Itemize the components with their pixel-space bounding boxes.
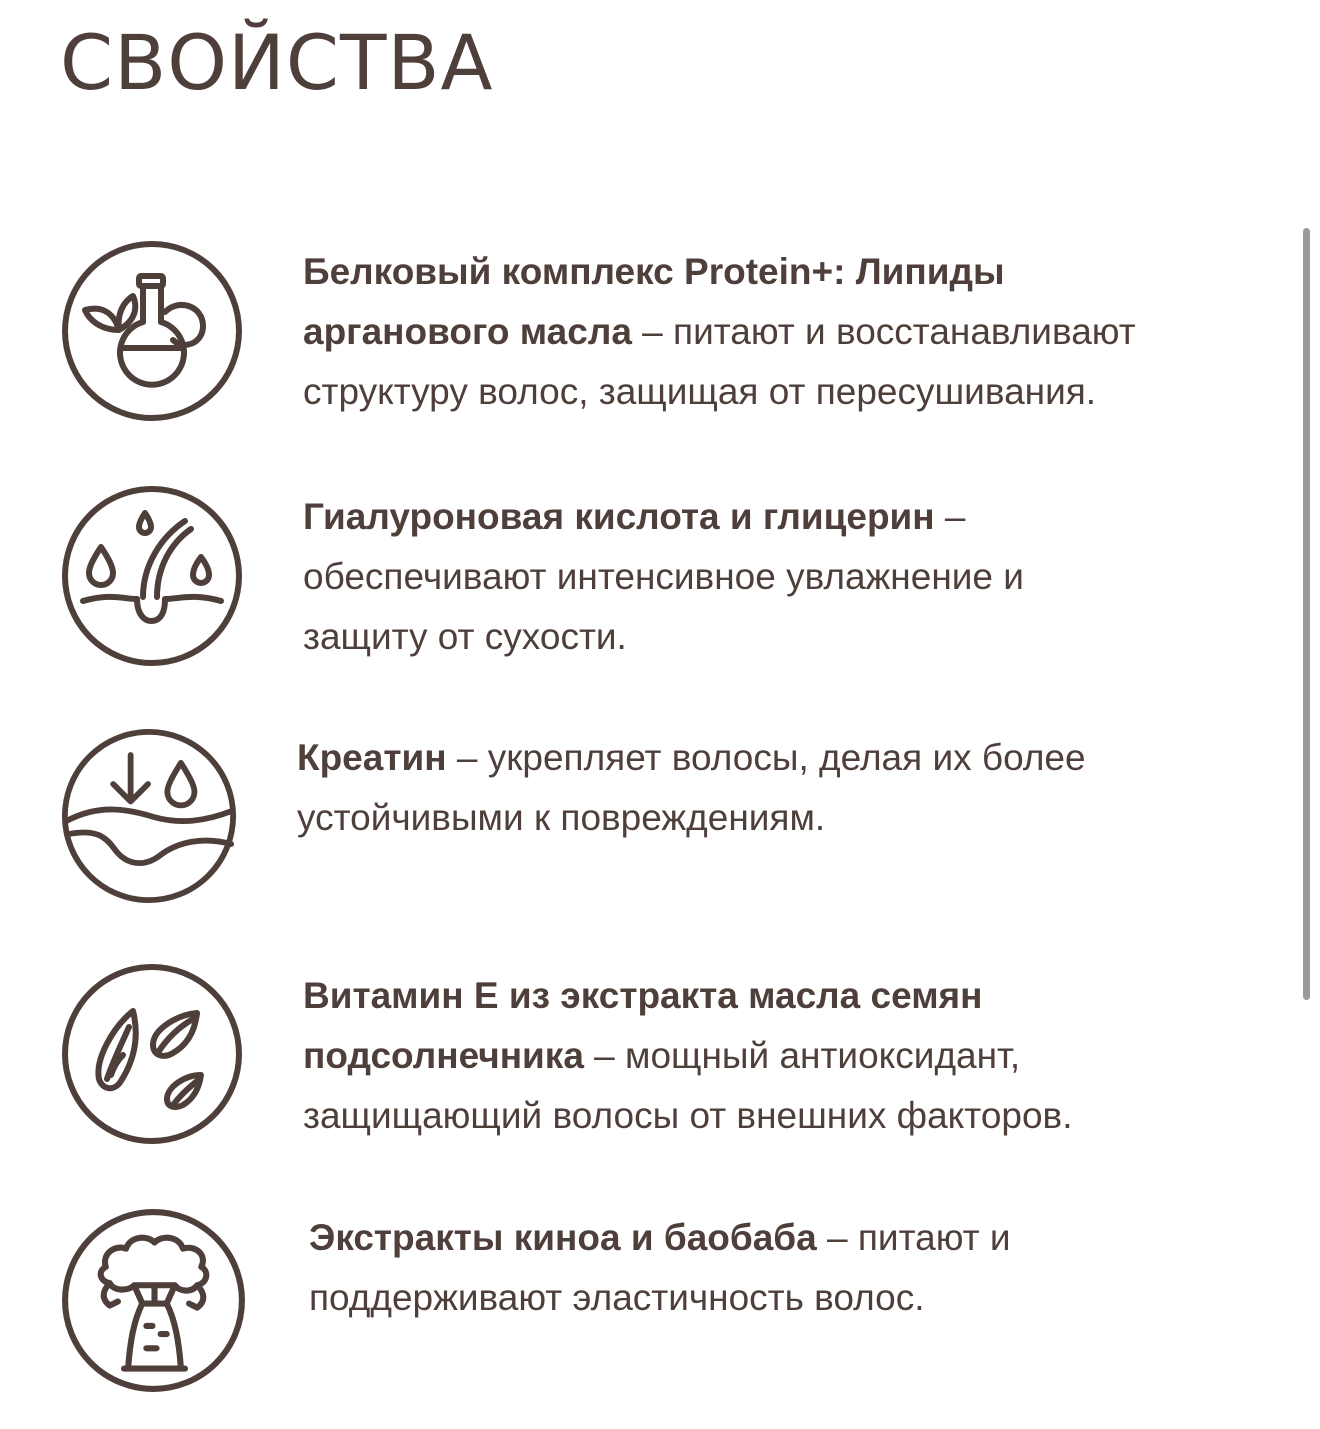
arrow-drop-waves-icon [61,728,237,904]
property-description: – мощный антиоксидант, [583,1035,1021,1076]
property-description: поддерживают эластичность волос. [309,1277,925,1318]
property-description: обеспечивают интенсивное увлажнение и [303,556,1024,597]
seeds-icon [61,963,243,1145]
property-description: – питают и [816,1217,1011,1258]
property-description: – укрепляет волосы, делая их более [446,737,1086,778]
property-text [297,728,1086,848]
property-name: Витамин Е из экстракта масла семян [303,975,983,1016]
baobab-tree-icon [61,1208,246,1393]
property-description: устойчивыми к повреждениям. [297,797,826,838]
property-name: Креатин [297,737,447,778]
property-description: – [934,496,966,537]
property-name: Экстракты киноа и баобаба [309,1217,817,1258]
property-description: – питают и восстанавливают [631,311,1136,352]
property-description: защищающий волосы от внешних факторов. [303,1095,1073,1136]
scrollbar[interactable] [1303,228,1310,1000]
property-description: структуру волос, защищая от пересушивания. [303,371,1097,412]
property-name: подсолнечника [303,1035,584,1076]
property-text [309,1208,1011,1328]
property-description: защиту от сухости. [303,616,627,657]
property-text [303,242,1136,422]
property-text [303,487,1024,667]
page-title: СВОЙСТВА [60,18,494,107]
property-text [303,966,1072,1146]
hair-drops-icon [61,485,243,667]
property-name: арганового масла [303,311,632,352]
property-name: Белковый комплекс Protein+: Липиды [303,251,1005,292]
oil-flask-leaves-icon [61,240,243,422]
property-name: Гиалуроновая кислота и глицерин [303,496,935,537]
